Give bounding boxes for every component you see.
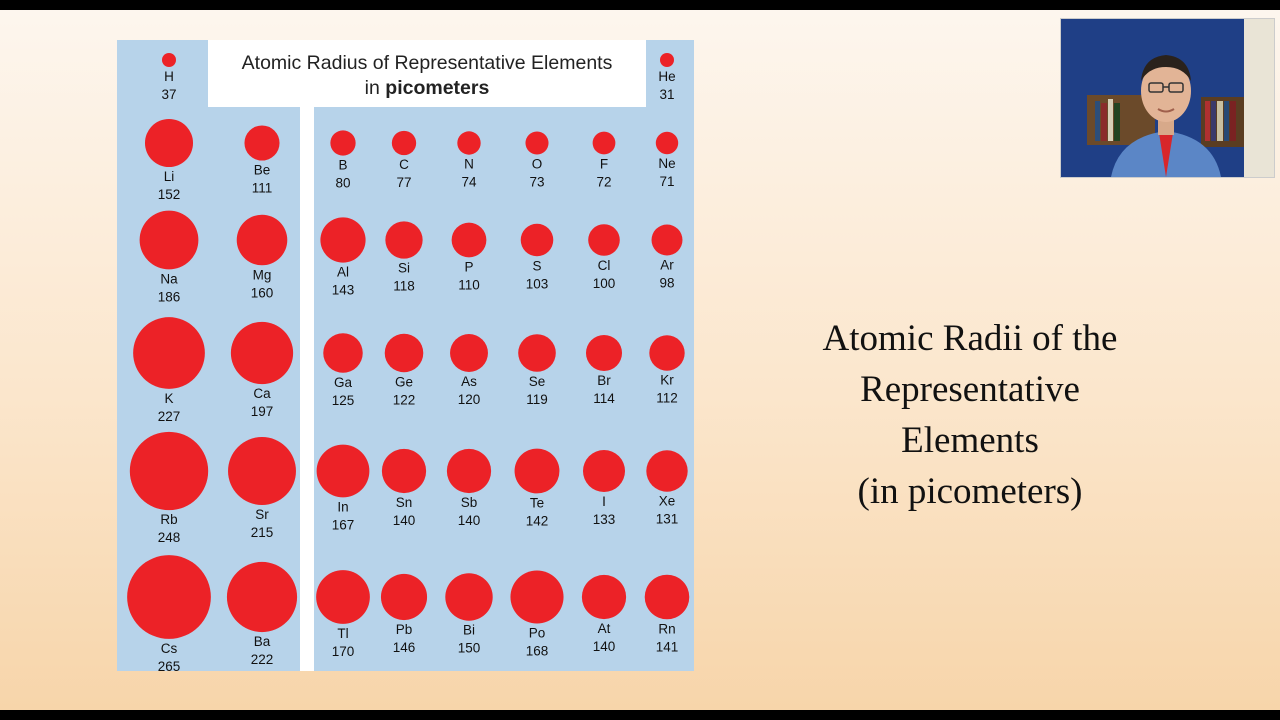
element-radius-value: 73 [529,174,545,190]
slide-title-line: Atomic Radii of the [822,318,1118,359]
element-radius-value: 103 [525,276,549,292]
element-radius-value: 98 [659,275,675,291]
element-symbol: Sr [255,506,269,522]
element-radius-value: 100 [592,275,616,291]
element-symbol: Cl [597,257,611,273]
element-radius-value: 143 [331,282,355,298]
atom-circle-sr [228,437,296,505]
atom-circle-ba [227,562,297,632]
element-symbol: Be [253,162,271,178]
element-radius-value: 120 [457,391,481,407]
element-symbol: At [597,621,611,637]
element-radius-value: 80 [335,175,351,191]
element-symbol: I [602,494,606,510]
chart-title [208,40,646,107]
slide-title [760,313,1180,517]
element-symbol: Ge [394,374,414,390]
element-symbol: Li [163,169,175,185]
element-radius-value: 118 [393,278,415,294]
atomic-radius-chart [117,40,694,671]
element-symbol: P [464,259,474,275]
element-radius-value: 170 [331,643,355,659]
element-radius-value: 122 [392,392,416,408]
element-radius-value: 142 [525,513,549,529]
element-symbol: N [464,156,474,172]
element-radius-value: 146 [392,640,416,656]
element-radius-value: 119 [526,391,548,407]
atom-circle-se [518,334,556,372]
element-radius-value: 133 [592,512,616,528]
element-radius-value: 140 [392,513,416,529]
element-symbol: Tl [337,625,349,641]
element-radius-value: 114 [593,391,615,407]
element-symbol: Sn [395,495,413,511]
element-symbol: H [164,69,174,84]
element-radius-value: 111 [251,180,273,196]
element-symbol: Ga [333,374,353,390]
element-symbol: Ne [658,156,676,172]
atom-circle-be [244,125,279,160]
element-symbol: Po [528,625,546,641]
element-radius-value: 131 [655,511,679,527]
atom-circle-ca [231,322,293,384]
element-radius-value: 140 [592,639,616,655]
element-symbol: Al [336,264,350,280]
element-symbol: Kr [660,372,674,388]
atom-circle-f [593,132,616,155]
atom-circle-b [330,130,355,155]
presenter-webcam [1060,18,1275,178]
element-radius-value: 71 [659,174,675,190]
atom-circle-c [392,131,416,155]
atom-circle-at [582,575,626,619]
atom-circle-p [452,223,487,258]
element-radius-value: 125 [331,392,355,408]
element-radius-value: 248 [157,530,181,546]
atom-circle-tl [316,570,370,624]
atom-circle-te [515,449,560,494]
element-radius-value: 168 [525,643,549,659]
atom-circle-ga [323,333,363,373]
atom-circle-mg [237,215,288,266]
atom-circle-xe [646,450,687,491]
atom-circle-i [583,450,625,492]
element-symbol: Bi [462,622,476,638]
element-symbol: B [338,157,348,173]
atom-circle-po [510,570,563,623]
atomic-radius-svg [117,40,694,671]
slide [0,10,1280,710]
atom-circle-na [140,211,199,270]
atom-circle-in [317,445,370,498]
slide-title-line: (in picometers) [857,471,1083,512]
chart-title-line1: Atomic Radius of Representative Elements [241,52,613,74]
element-radius-value: 140 [457,513,481,529]
presenter-video-icon [1061,19,1274,177]
slide-title-line: Representative [860,369,1080,410]
atom-circle-ge [385,334,424,373]
element-symbol: Se [528,373,546,389]
atom-circle-ar [652,225,683,256]
element-radius-value: 141 [655,639,679,655]
chart-title-unit: picometers [385,77,490,99]
atom-circle-pb [381,574,427,620]
element-radius-value: 222 [250,652,274,668]
atom-circle-sn [382,449,426,493]
atom-circle-bi [445,573,492,620]
element-radius-value: 167 [331,517,355,533]
atom-circle-as [450,334,488,372]
element-radius-value: 152 [157,187,181,203]
atom-circle-n [457,131,480,154]
element-symbol: Cs [160,640,178,656]
element-radius-value: 37 [161,87,177,102]
element-symbol: Ar [660,257,674,273]
atom-circle-kr [649,335,684,370]
atom-circle-br [586,335,622,371]
element-radius-value: 150 [457,640,481,656]
atom-circle-al [320,217,365,262]
atom-circle-ne [656,132,678,154]
element-radius-value: 112 [656,390,678,406]
slide-title-line: Elements [901,420,1039,461]
chart-title-prefix: in [364,77,386,99]
element-symbol: Pb [395,622,413,638]
element-symbol: Ba [253,634,271,650]
element-radius-value: 227 [157,408,181,424]
chart-title-line2 [208,76,646,101]
element-symbol: F [599,156,609,172]
atom-circle-rb [130,432,208,510]
atom-circle-he [660,53,674,67]
element-symbol: S [532,258,542,274]
element-radius-value: 74 [461,174,477,190]
element-radius-value: 197 [250,404,274,420]
element-radius-value: 215 [250,524,274,540]
atom-circle-o [525,131,548,154]
element-symbol: C [399,157,409,173]
element-radius-value: 31 [659,87,675,102]
atom-circle-cs [127,555,211,639]
element-radius-value: 72 [596,174,612,190]
element-radius-value: 160 [250,285,274,301]
element-symbol: Br [597,373,611,389]
element-symbol: Xe [658,493,676,509]
atom-circle-li [145,119,193,167]
element-symbol: Ca [253,386,271,402]
element-symbol: Te [529,495,545,511]
element-symbol: As [461,373,477,389]
element-symbol: Mg [252,267,272,283]
element-symbol: Na [160,271,178,287]
element-radius-value: 110 [458,277,480,293]
element-symbol: Si [397,260,411,276]
element-symbol: In [337,499,349,515]
element-symbol: Rn [658,621,676,637]
atom-circle-h [162,53,176,67]
element-symbol: Rb [160,512,178,528]
atom-circle-si [385,221,422,258]
group-divider [300,107,314,671]
element-radius-value: 265 [157,658,181,671]
element-radius-value: 186 [157,289,181,305]
atom-circle-s [521,224,554,257]
atom-circle-sb [447,449,491,493]
atom-circle-k [133,317,205,389]
element-symbol: O [531,156,543,172]
element-symbol: K [164,390,174,406]
atom-circle-rn [645,575,690,620]
atom-circle-cl [588,224,620,256]
element-symbol: Sb [460,495,478,511]
element-radius-value: 77 [396,175,412,191]
element-symbol: He [658,69,676,84]
